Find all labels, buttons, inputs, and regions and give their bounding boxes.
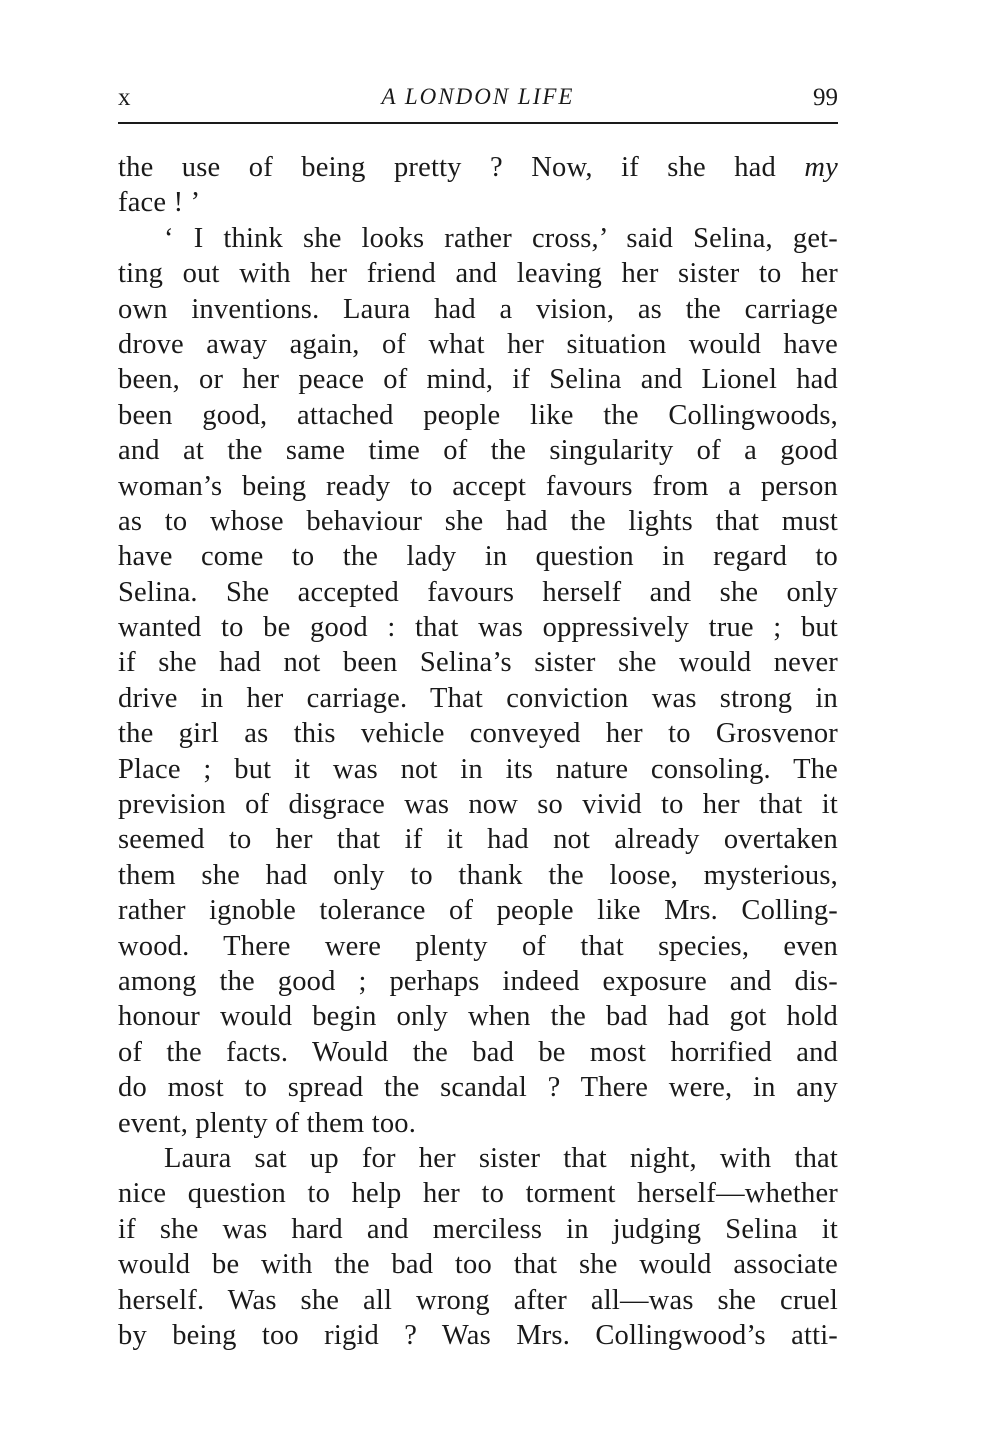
- chapter-number: x: [118, 84, 131, 111]
- text-line: honour would begin only when the bad had got hold: [118, 1001, 838, 1033]
- text-line: and at the same time of the singularity of a good: [118, 435, 838, 467]
- text-line: nice question to help her to torment herself—whether: [118, 1178, 838, 1210]
- text-line: prevision of disgrace was now so vivid to her that it: [118, 789, 838, 821]
- text-line: woman’s being ready to accept favours from a person: [118, 470, 838, 502]
- text-line: own inventions. Laura had a vision, as the carriage: [118, 293, 838, 325]
- header-rule: [118, 122, 838, 124]
- text-line: drive in her carriage. That conviction was strong in: [118, 682, 838, 714]
- text-line: as to whose behaviour she had the lights that must: [118, 505, 838, 537]
- book-page: [118, 78, 838, 1353]
- text-line: ting out with her friend and leaving her sister to her: [118, 258, 838, 290]
- page-number: 99: [813, 84, 838, 111]
- text-line: the use of being pretty ? Now, if she had my: [118, 152, 838, 183]
- text-line: wood. There were plenty of that species, even: [118, 930, 838, 962]
- text-line: Laura sat up for her sister that night, with that: [164, 1142, 838, 1174]
- text-line: herself. Was she all wrong after all—was she cruel: [118, 1284, 838, 1316]
- text-line: if she had not been Selina’s sister she would never: [118, 647, 838, 679]
- text-line: do most to spread the scandal ? There were, in any: [118, 1072, 838, 1104]
- text-line: been, or her peace of mind, if Selina and Lionel had: [118, 364, 838, 396]
- text-line: if she was hard and merciless in judging Selina it: [118, 1213, 838, 1245]
- text-line: by being too rigid ? Was Mrs. Collingwood’s atti-: [118, 1319, 838, 1351]
- body-text: [118, 150, 838, 1353]
- text-line: event, plenty of them too.: [118, 1107, 417, 1139]
- paragraph: [118, 221, 838, 1141]
- text-line: of the facts. Would the bad be most horrified and: [118, 1036, 838, 1068]
- text-line: them she had only to thank the loose, mysterious,: [118, 859, 838, 891]
- text-line: among the good ; perhaps indeed exposure and dis-: [118, 965, 838, 997]
- text-line: seemed to her that if it had not already overtaken: [118, 824, 838, 856]
- text-line: rather ignoble tolerance of people like Mrs. Colling-: [118, 895, 838, 927]
- text-line: wanted to be good : that was oppressively true ; but: [118, 612, 838, 644]
- text-line: face ! ’: [118, 187, 201, 219]
- text-line: would be with the bad too that she would associate: [118, 1249, 838, 1281]
- text-line: Selina. She accepted favours herself and she only: [118, 576, 838, 608]
- paragraph: [118, 150, 838, 221]
- running-head: [118, 78, 838, 118]
- text-line: ‘ I think she looks rather cross,’ said Selina, get-: [164, 222, 838, 254]
- text-line: drove away again, of what her situation would have: [118, 328, 838, 360]
- text-line: have come to the lady in question in regard to: [118, 541, 838, 573]
- running-title: A LONDON LIFE: [381, 84, 575, 109]
- paragraph: [118, 1141, 838, 1353]
- text-line: been good, attached people like the Collingwoods,: [118, 399, 838, 431]
- text-line: the girl as this vehicle conveyed her to Grosvenor: [118, 718, 838, 750]
- text-line: Place ; but it was not in its nature consoling. The: [118, 753, 838, 785]
